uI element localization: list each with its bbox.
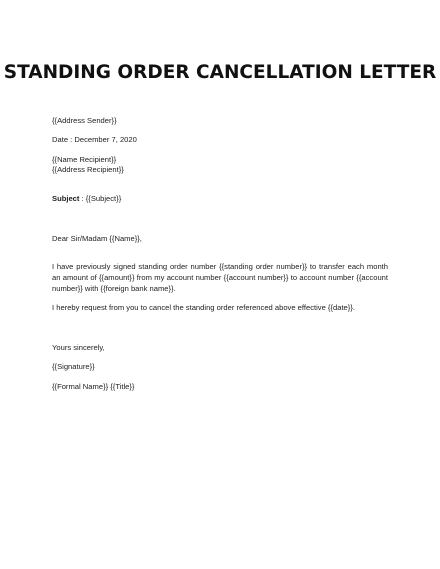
date-label: Date :: [52, 135, 75, 144]
subject-value: : {{Subject}}: [79, 194, 122, 203]
formal-name-title: {{Formal Name}} {{Title}}: [52, 382, 135, 391]
name-recipient: {{Name Recipient}}: [52, 155, 117, 164]
address-recipient: {{Address Recipient}}: [52, 165, 124, 174]
subject-line: [52, 194, 121, 204]
body-paragraph-1: I have previously signed standing order number {{standing order number}} to transfer each month an amount of {{amount}} from my account number {{account number}} to account number {{account number}} with {{foreign bank name}}.: [52, 262, 388, 293]
date-line: [52, 135, 137, 145]
body-paragraph-2: I hereby request from you to cancel the standing order referenced above effective {{date}}.: [52, 303, 355, 312]
subject-label: Subject: [52, 194, 80, 203]
closing: Yours sincerely,: [52, 343, 105, 352]
date-value: December 7, 2020: [74, 135, 137, 144]
address-sender: {{Address Sender}}: [52, 116, 117, 125]
signature: {{Signature}}: [52, 362, 95, 371]
salutation: Dear Sir/Madam {{Name}},: [52, 234, 142, 243]
letter-title: STANDING ORDER CANCELLATION LETTER: [3, 62, 437, 83]
